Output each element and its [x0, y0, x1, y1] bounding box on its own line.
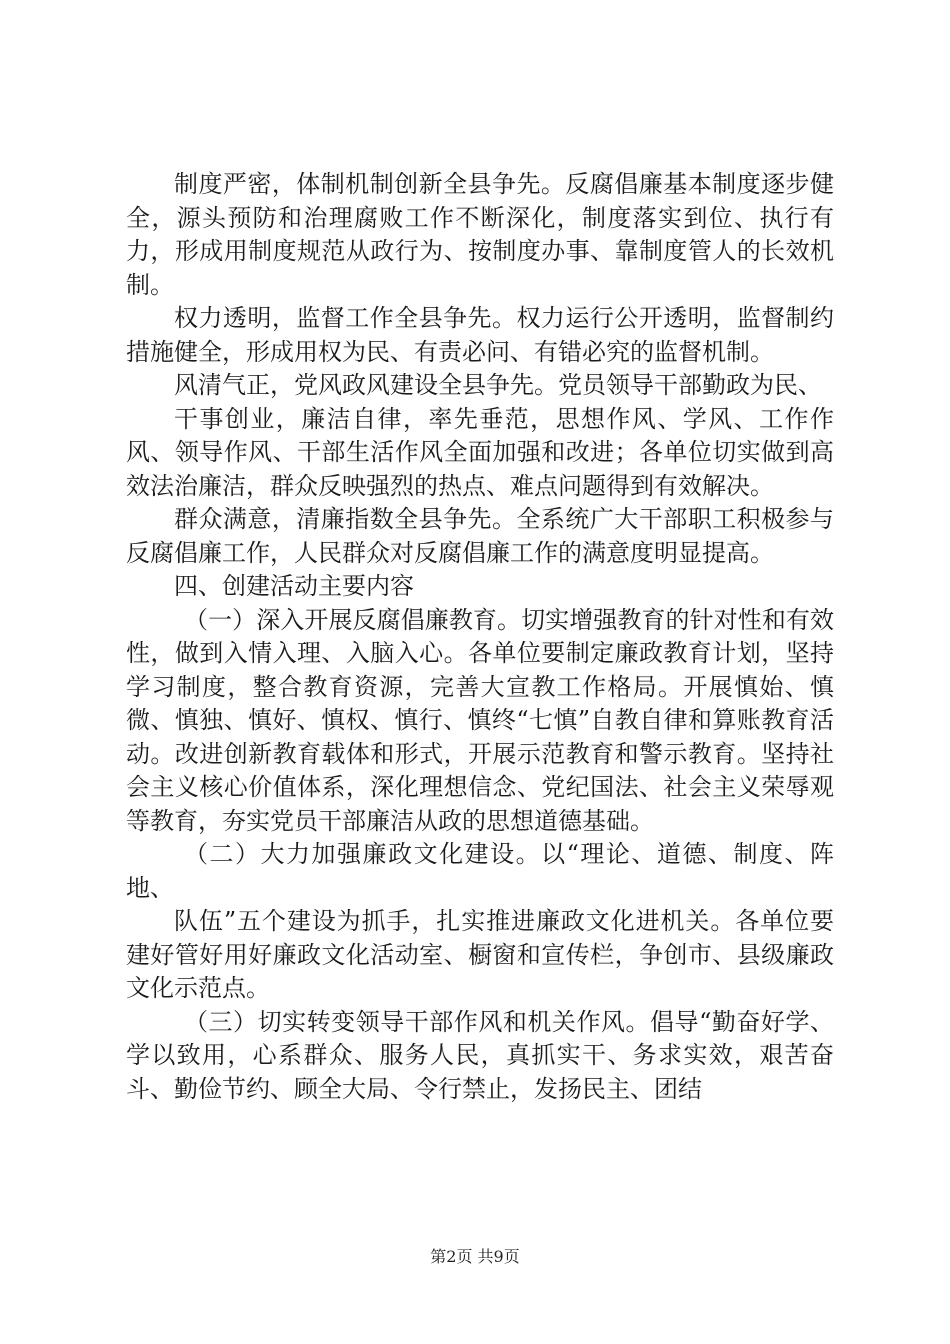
document-body: [126, 168, 834, 1106]
paragraph-2: 权力透明，监督工作全县争先。权力运行公开透明，监督制约措施健全，形成用权为民、有责必问、有错必究的监督机制。: [126, 304, 834, 366]
paragraph-5: 群众满意，清廉指数全县争先。全系统广大干部职工积极参与反腐倡廉工作，人民群众对反腐倡廉工作的满意度明显提高。: [126, 505, 834, 567]
paragraph-10: （三）切实转变领导干部作风和机关作风。倡导“勤奋好学、学以致用，心系群众、服务人民，真抓实干、务求实效，艰苦奋斗、勤俭节约、顾全大局、令行禁止，发扬民主、团结: [126, 1007, 834, 1103]
paragraph-4: 干事创业，廉洁自律，率先垂范，思想作风、学风、工作作风、领导作风、干部生活作风全面加强和改进；各单位切实做到高效法治廉洁，群众反映强烈的热点、难点问题得到有效解决。: [126, 404, 834, 500]
paragraph-8: （二）大力加强廉政文化建设。以“理论、道德、制度、阵地、: [126, 840, 834, 902]
section-heading: 四、创建活动主要内容: [174, 572, 414, 600]
paragraph-9: 队伍”五个建设为抓手，扎实推进廉政文化进机关。各单位要建好管好用好廉政文化活动室、橱窗和宣传栏，争创市、县级廉政文化示范点。: [126, 907, 834, 1002]
page-footer: 第2页 共9页: [430, 1247, 520, 1266]
paragraph-7: （一）深入开展反腐倡廉教育。切实增强教育的针对性和有效性，做到入情入理、入脑入心。各单位要制定廉政教育计划，坚持学习制度，整合教育资源，完善大宣教工作格局。开展慎始、慎微、慎独、慎好、慎权、慎行、慎终“七慎”自教自律和算账教育活动。改进创新教育载体和形式，开展示范教育和警示教育。坚持社会主义核心价值体系，深化理想信念、党纪国法、社会主义荣辱观等教育，夯实党员干部廉洁从政的思想道德基础。: [126, 605, 834, 835]
paragraph-1: 制度严密，体制机制创新全县争先。反腐倡廉基本制度逐步健全，源头预防和治理腐败工作不断深化，制度落实到位、执行有力，形成用制度规范从政行为、按制度办事、靠制度管人的长效机制。: [126, 170, 834, 299]
paragraph-3: 风清气正，党风政风建设全县争先。党员领导干部勤政为民、: [174, 371, 822, 399]
